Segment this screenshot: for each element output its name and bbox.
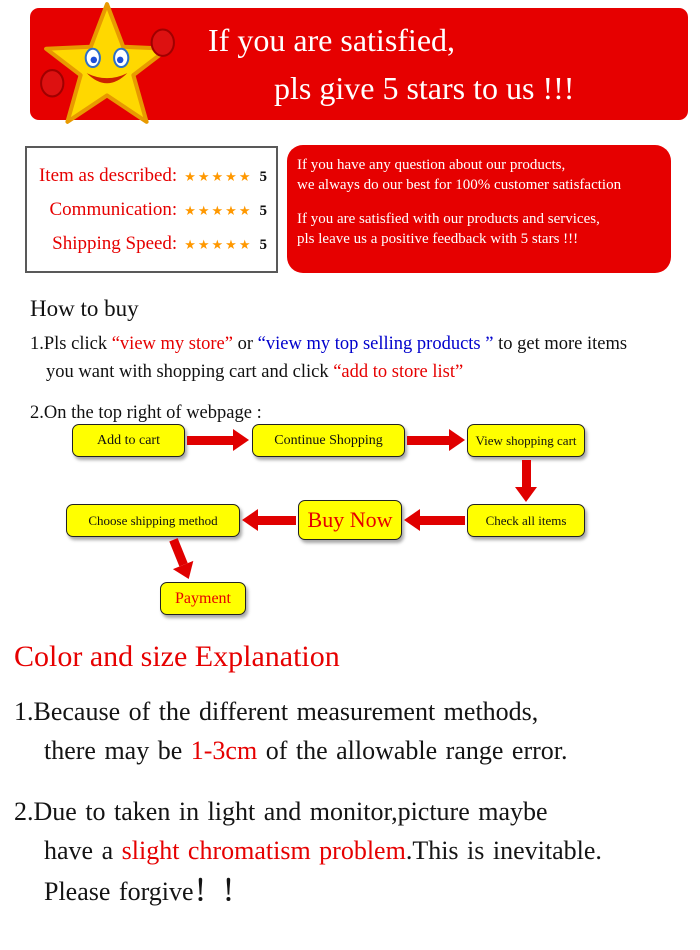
step1-text: you want with shopping cart and click bbox=[46, 361, 334, 382]
flow-buy-now-button[interactable]: Buy Now bbox=[298, 500, 402, 540]
star-mascot-icon bbox=[36, 2, 178, 128]
how-to-buy-step1 bbox=[30, 331, 680, 359]
top-selling-products-link[interactable]: “view my top selling products ” bbox=[257, 334, 494, 354]
exclamation-marks: ！！ bbox=[193, 874, 250, 907]
rating-score: 5 bbox=[259, 202, 267, 219]
arrow-left-icon bbox=[404, 509, 465, 531]
rating-label: Shipping Speed: bbox=[52, 232, 178, 254]
step1-text: to get more items bbox=[493, 334, 628, 354]
explanation-item2-line2 bbox=[14, 831, 696, 870]
view-my-store-link[interactable]: “view my store” bbox=[111, 334, 233, 354]
flow-add-to-cart-button[interactable]: Add to cart bbox=[72, 424, 185, 457]
five-star-rating-icon: ★★★★★ bbox=[184, 169, 253, 185]
promise-line: we always do our best for 100% customer satisfaction bbox=[297, 177, 622, 194]
promise-line: pls leave us a positive feedback with 5 stars !!! bbox=[297, 230, 579, 247]
banner-line2: pls give 5 stars to us !!! bbox=[274, 70, 575, 106]
arrow-left-icon bbox=[242, 509, 296, 531]
flow-payment-button[interactable]: Payment bbox=[160, 582, 246, 615]
how-to-buy-step1-cont bbox=[30, 359, 680, 387]
customer-service-note bbox=[287, 145, 671, 273]
flow-view-shopping-cart-button[interactable]: View shopping cart bbox=[467, 424, 585, 457]
range-error-highlight: 1-3cm bbox=[190, 736, 258, 765]
explanation-text: .This is inevitable. bbox=[405, 836, 602, 865]
arrow-down-icon bbox=[515, 460, 537, 502]
feedback-ratings-panel bbox=[25, 146, 278, 273]
explanation-text: of the allowable range error. bbox=[257, 736, 568, 765]
explanation-text: there may be bbox=[44, 736, 191, 765]
five-star-rating-icon: ★★★★★ bbox=[184, 237, 253, 253]
how-to-buy-section bbox=[30, 296, 680, 427]
rating-score: 5 bbox=[259, 168, 267, 185]
arrow-right-icon bbox=[407, 429, 465, 451]
explanation-item1-line1: 1.Because of the different measurement methods, bbox=[14, 697, 539, 726]
rating-score: 5 bbox=[259, 236, 267, 253]
explanation-title: Color and size Explanation bbox=[14, 640, 340, 673]
explanation-item1-line2 bbox=[14, 731, 696, 770]
explanation-text: Please forgive bbox=[44, 877, 194, 906]
explanation-item2-line1: 2.Due to taken in light and monitor,picture maybe bbox=[14, 797, 548, 826]
rating-row bbox=[36, 199, 267, 221]
rating-label: Communication: bbox=[49, 198, 178, 220]
banner-line1: If you are satisfied, bbox=[208, 22, 456, 58]
promise-line: If you have any question about our products, bbox=[297, 157, 566, 173]
step1-text: or bbox=[232, 334, 258, 354]
explanation-item2-line3 bbox=[14, 870, 696, 912]
rating-row bbox=[36, 233, 267, 255]
flow-continue-shopping-button[interactable]: Continue Shopping bbox=[252, 424, 405, 457]
arrow-down-diagonal-icon bbox=[163, 536, 199, 583]
step1-text: 1.Pls click bbox=[30, 334, 112, 354]
flow-choose-shipping-method-button[interactable]: Choose shipping method bbox=[66, 504, 240, 537]
how-to-buy-title: How to buy bbox=[30, 296, 139, 321]
rating-label: Item as described: bbox=[38, 164, 178, 186]
how-to-buy-step2: 2.On the top right of webpage : bbox=[30, 402, 262, 423]
checkout-flowchart bbox=[0, 412, 700, 634]
add-to-store-list-link[interactable]: “add to store list” bbox=[333, 361, 464, 382]
promise-line: If you are satisfied with our products and services, bbox=[297, 210, 600, 227]
chromatism-highlight: slight chromatism problem bbox=[121, 836, 406, 865]
flow-check-all-items-button[interactable]: Check all items bbox=[467, 504, 585, 537]
explanation-text: have a bbox=[44, 836, 122, 865]
rating-row bbox=[36, 165, 267, 187]
color-size-explanation-section bbox=[14, 640, 696, 912]
arrow-right-icon bbox=[187, 429, 249, 451]
five-star-rating-icon: ★★★★★ bbox=[184, 203, 253, 219]
